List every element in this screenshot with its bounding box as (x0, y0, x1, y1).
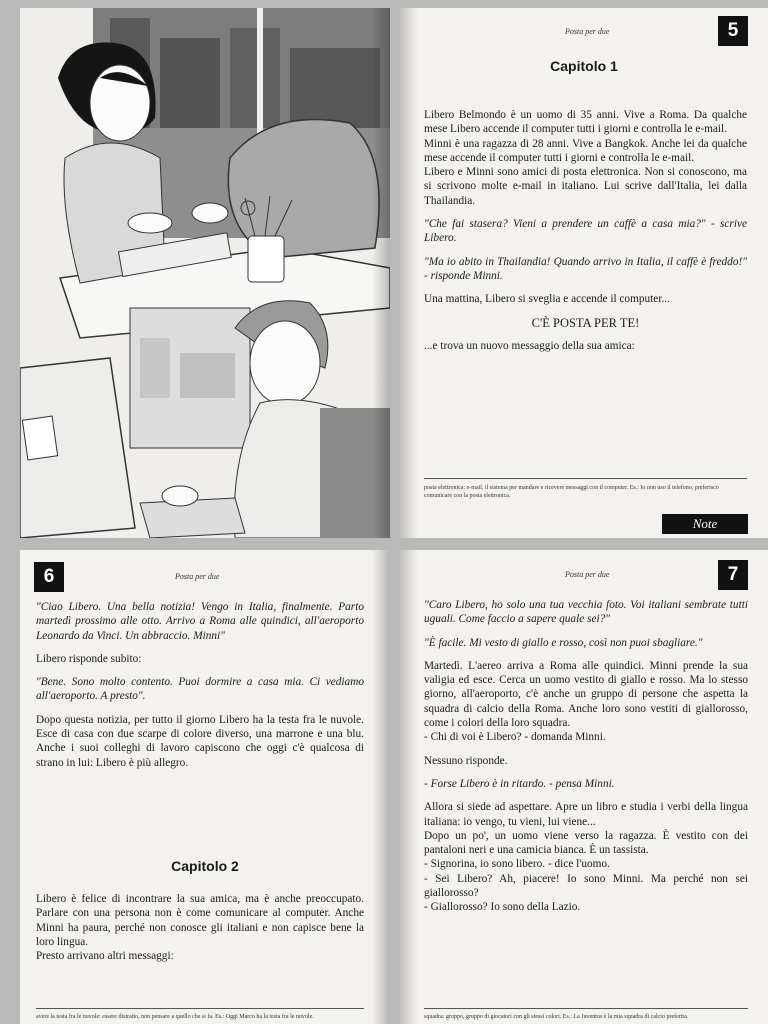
illustration-woman-and-man-at-computers (20, 8, 390, 538)
page-6 (20, 550, 390, 1024)
footnote: posta elettronica: e-mail, il sistema per mandare e ricevere messaggi con il computer. Es.: Io non uso il telefono, preferisco comunicare con la posta elettronica. (424, 485, 719, 499)
paragraph: Una mattina, Libero si sveglia e accende il computer... (424, 293, 670, 306)
paragraph: Libero risponde subito: (36, 652, 142, 665)
footnote: squadra: gruppo, gruppo di giocatori con gli stessi colori. Es.: La Juventus è la mia squadra di calcio preferita. (424, 1014, 689, 1020)
page-6-body-bottom (36, 892, 364, 963)
paragraph: - Chi di voi è Libero? - domanda Minni. (424, 731, 606, 744)
paragraph: "Bene. Sono molto contento. Puoi dormire a casa mia. Ci vediamo all'aeroporto. A presto". (36, 676, 364, 703)
paragraph: Presto arrivano altri messaggi: (36, 950, 174, 963)
page-number: 7 (718, 560, 748, 590)
paragraph: "Che fai stasera? Vieni a prendere un caffè a casa mia?" - scrive Libero. (424, 218, 747, 245)
paragraph: Allora si siede ad aspettare. Apre un libro e studia i verbi della lingua italiana: io vengo, tu vieni, lui viene... (424, 801, 748, 828)
paragraph: Nessuno risponde. (424, 754, 508, 767)
paragraph: Libero è felice di incontrare la sua amica, ma è anche preoccupato. Parlare con una persona non è come comunicare al computer. Anche Minni ha paura, perché non conosce gli italiani e non capisce bene la loro lingua. (36, 893, 364, 948)
page-gutter-shadow (372, 8, 390, 538)
paragraph: "Caro Libero, ho solo una tua vecchia foto. Voi italiani sembrate tutti uguali. Come faccio a sapere quale sei?" (424, 599, 748, 626)
paragraph: - Sei Libero? Ah, piacere! Io sono Minni. Ma perché non sei giallorosso? (424, 872, 748, 900)
paragraph: ...e trova un nuovo messaggio della sua amica: (424, 339, 635, 352)
chapter-title: Capitolo 1 (550, 58, 618, 74)
page-5-body (424, 108, 747, 353)
chapter-title: Capitolo 2 (171, 858, 239, 874)
paragraph: "Ciao Libero. Una bella notizia! Vengo in Italia, finalmente. Parto martedì prossimo alle otto. Arrivo a Roma alle quindici, all'aeroporto Leonardo da Vinci. Un abbraccio. Minni" (36, 601, 364, 642)
page-gutter-shadow (400, 8, 418, 538)
page-7-body (424, 598, 748, 915)
paragraph: - Signorina, io sono libero. - dice l'uomo. (424, 858, 610, 871)
paragraph: Dopo un po', un uomo viene verso la ragazza. È vestito con dei pantaloni neri e una camicia bianca. È un tassista. (424, 829, 748, 857)
footnote-rule (36, 1008, 364, 1009)
paragraph: "Ma io abito in Thailandia! Quando arrivo in Italia, il caffè è freddo!" - risponde Minni. (424, 255, 747, 282)
paragraph: Martedì. L'aereo arriva a Roma alle quindici. Minni prende la sua valigia ed esce. Cerca un uomo vestito di giallo e rosso. Ma lo stesso giorno, all'aeroporto, c'è anche un gruppo di persone che aspetta la squadra di calcio della Roma. Anche loro sono vestiti di giallorosso, come i colori della loro squadra. (424, 659, 748, 730)
footnote: avere la testa fra le nuvole: essere distratto, non pensare a quello che si fa. Es.: Oggi Marco ha la testa fra le nuvole. (36, 1014, 314, 1020)
paragraph: Minni è una ragazza di 28 anni. Vive a Bangkok. Anche lei da qualche mese accende il computer tutti i giorni e controlla le e-mail. (424, 137, 747, 164)
page-gutter-shadow (372, 550, 390, 1024)
illustration-panel (20, 8, 390, 538)
page-number: 6 (34, 562, 64, 592)
page-5 (400, 8, 768, 538)
page-gutter-shadow (400, 550, 418, 1024)
running-head: Posta per due (175, 572, 220, 581)
running-head: Posta per due (565, 27, 610, 36)
page-7 (400, 550, 768, 1024)
footnote-rule (424, 478, 747, 479)
note-tab: Note (662, 514, 748, 534)
email-banner: C'È POSTA PER TE! (531, 315, 640, 330)
paragraph: "È facile. Mi vesto di giallo e rosso, così non puoi sbagliare." (424, 636, 703, 649)
paragraph: - Forse Libero è in ritardo. - pensa Minni. (424, 777, 615, 790)
paragraph: Libero Belmondo è un uomo di 35 anni. Vive a Roma. Da qualche mese Libero accende il computer tutti i giorni e controlla le e-mail. (424, 109, 747, 136)
page-number: 5 (718, 16, 748, 46)
paragraph: Libero e Minni sono amici di posta elettronica. Non si conoscono, ma si scrivono molte e-mail in italiano. Lui scrive dall'Italia, lei dalla Thailandia. (424, 166, 747, 207)
footnote-rule (424, 1008, 748, 1009)
paragraph: Dopo questa notizia, per tutto il giorno Libero ha la testa fra le nuvole. Esce di casa con due scarpe di colore diverso, una marrone e una blu. Anche i suoi colleghi di lavoro capiscono che oggi c'è qualcosa di strano in lui: Libero è più allegro. (36, 713, 364, 769)
paragraph: - Giallorosso? Io sono della Lazio. (424, 901, 581, 914)
running-head: Posta per due (565, 570, 610, 579)
page-6-body-top (36, 600, 364, 770)
